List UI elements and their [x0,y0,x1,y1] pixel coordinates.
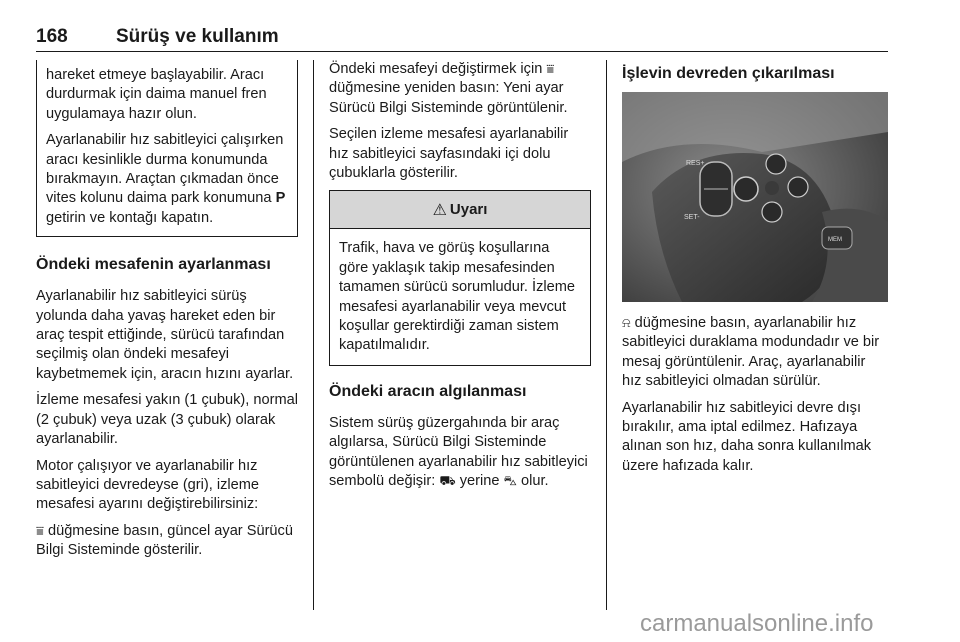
steering-wheel-photo [622,92,888,302]
paragraph: İzleme mesafesi yakın (1 çubuk), normal (2 çubuk) veya uzak (3 çubuk) olarak ayarlanabilir. [36,392,298,448]
set-label: SET- [684,214,700,221]
follow-distance-icon: ⩸ [546,62,555,77]
paragraph: Ayarlanabilir hız sabitleyici çalışırken aracı kesinlikle durma konumunda bırakmayın. Araçtan çıkmadan önce vites kolunu daima park konumuna P getirin ve kontağı kapatın. [46,132,286,226]
paragraph: Seçilen izleme mesafesi ayarlanabilir hız sabitleyici sayfasındaki içi dolu çubuklarla gösterilir. [329,126,569,182]
paragraph: Öndeki mesafeyi değiştirmek için ⩸ düğmesine yeniden basın: Yeni ayar Sürücü Bilgi Sisteminde görüntülenir. [329,61,568,116]
gear-p-label: P [275,190,286,207]
header-rule [36,51,888,52]
paragraph: hareket etmeye başlayabilir. Aracı durdurmak için daima manuel fren uygulamaya hazır olun. [46,67,267,122]
column-1 [36,60,298,568]
warning-header [330,191,590,229]
warning-box [329,190,591,365]
column-2 [329,60,591,499]
column-3 [622,60,888,483]
section-heading: Öndeki mesafenin ayarlanması [36,256,271,274]
warning-text: Trafik, hava ve görüş koşullarına göre yaklaşık takip mesafesinden tamamen sürücü sorumludur. İzleme mesafesi ayarlanabilir veya mevcut koşullar gerektirdiği zaman sistem kapatılmalıdır. [339,240,576,354]
mem-label: MEM [828,237,842,243]
section-heading: Öndeki aracın algılanması [329,382,527,400]
res-label: RES+ [686,160,705,167]
paragraph: Motor çalışıyor ve ayarlanabilir hız sabitleyici devredeyse (gri), izleme mesafesi ayarını değiştirebilirsiniz: [36,457,260,513]
column-divider [313,60,314,610]
paragraph: ⩸ düğmesine basın, güncel ayar Sürücü Bilgi Sisteminde gösterilir. [36,522,293,559]
steering-wheel-illustration [622,92,888,302]
watermark: carmanualsonline.info [640,610,874,637]
warning-title: Uyarı [449,201,488,219]
cruise-vehicle-icon: ⛟ [439,474,456,490]
warning-continuation-box [36,60,298,237]
paragraph: Ayarlanabilir hız sabitleyici devre dışı bırakılır, ama iptal edilmez. Hafızaya alınan son hız, daha sonra kullanılmak üzere hafızada kalır. [622,399,872,474]
page-title: Sürüş ve kullanım [116,26,279,47]
paragraph: Ayarlanabilir hız sabitleyici sürüş yolunda daha yavaş hareket eden bir araç tespit ettiğinde, sürücü tarafından seçilmiş olan öndeki mesafeyi kaybetmemek için, aracın hızını ayarlar. [36,288,294,382]
cruise-pause-icon: ⍾ [622,316,631,331]
page-header [36,26,888,52]
column-divider [606,60,607,610]
page-number: 168 [36,26,68,47]
follow-distance-icon: ⩸ [36,523,44,539]
warning-icon: ⚠ [432,200,447,220]
section-heading: İşlevin devreden çıkarılması [622,65,835,82]
cruise-icon: ⛍ [503,474,517,490]
paragraph: ⍾ düğmesine basın, ayarlanabilir hız sabitleyici duraklama modundadır ve bir mesaj görüntülenir. Araç, ayarlanabilir hız sabitleyici olmadan sürülür. [622,315,880,390]
paragraph: Sistem sürüş güzergahında bir araç algılarsa, Sürücü Bilgi Sisteminde görüntülenen ayarlanabilir hız sabitleyici sembolü değişir: ⛟ yerine ⛍ olur. [329,414,588,490]
